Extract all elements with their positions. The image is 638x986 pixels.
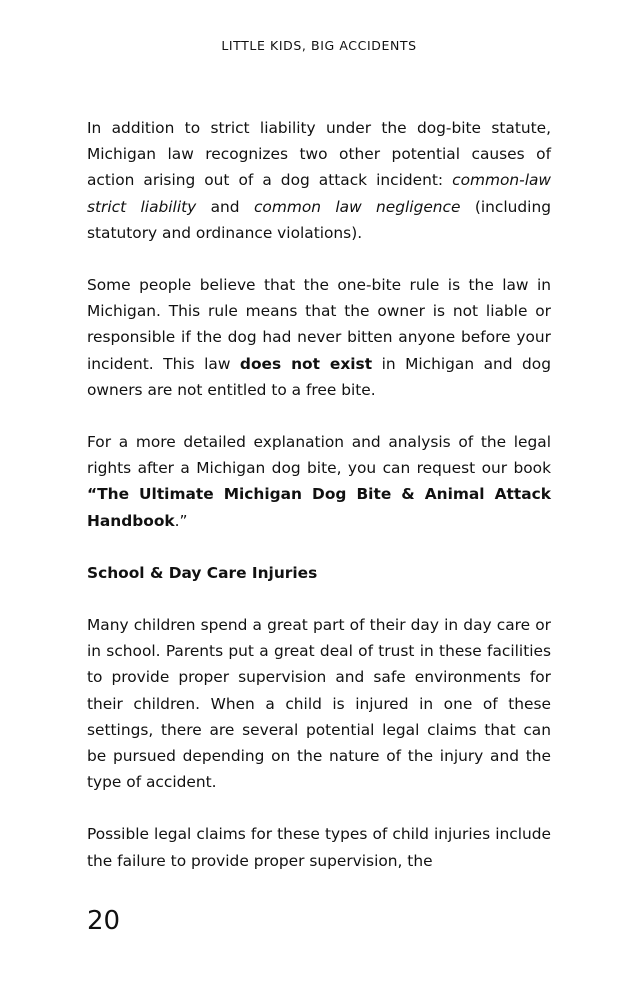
paragraph-school-daycare [87, 612, 551, 795]
open-quote: “ [87, 485, 98, 504]
paragraph-text: For a more detailed explanation and analysis of the legal rights after a Michigan dog bite, you can request our book [87, 433, 551, 478]
paragraph-text: Some people believe that the one-bite rule is the law in Michigan. This rule means that the owner is not liable or responsible if the dog had never bitten anyone before your incident. This law [87, 276, 551, 373]
paragraph-text: (including statutory and ordinance violations). [87, 197, 551, 242]
paragraph-handbook [87, 429, 551, 534]
emphasis-common-law-negligence: common law negligence [253, 197, 461, 216]
running-header: LITTLE KIDS, BIG ACCIDENTS [221, 38, 417, 53]
paragraph-text: Possible legal claims for these types of child injuries include the failure to provide proper supervision, the [87, 825, 551, 870]
paragraph-legal-claims [87, 821, 551, 873]
paragraph-text: and [196, 197, 254, 216]
emphasis-common-law-strict-liability: common-law strict liability [87, 171, 551, 216]
book-title: The Ultimate Michigan Dog Bite & Animal Attack Handbook [87, 485, 551, 530]
page-number: 20 [87, 906, 121, 936]
paragraph-text: in Michigan and dog owners are not entitled to a free bite. [87, 354, 551, 399]
paragraph-one-bite-rule [87, 272, 551, 403]
paragraph-text: .” [174, 511, 188, 530]
paragraph-text: Many children spend a great part of their day in day care or in school. Parents put a great deal of trust in these facilities to provide proper supervision and safe environments for their children. When a child is injured in one of these settings, there are several potential legal claims that can be pursued depending on the nature of the injury and the type of accident. [87, 616, 551, 792]
page-body [87, 115, 551, 900]
paragraph-strict-liability [87, 115, 551, 246]
bold-does-not-exist: does not exist [239, 354, 373, 373]
paragraph-text: In addition to strict liability under the dog-bite statute, Michigan law recognizes two other potential causes of action arising out of a dog attack incident: [87, 119, 551, 190]
section-heading: School & Day Care Injuries [87, 563, 318, 582]
